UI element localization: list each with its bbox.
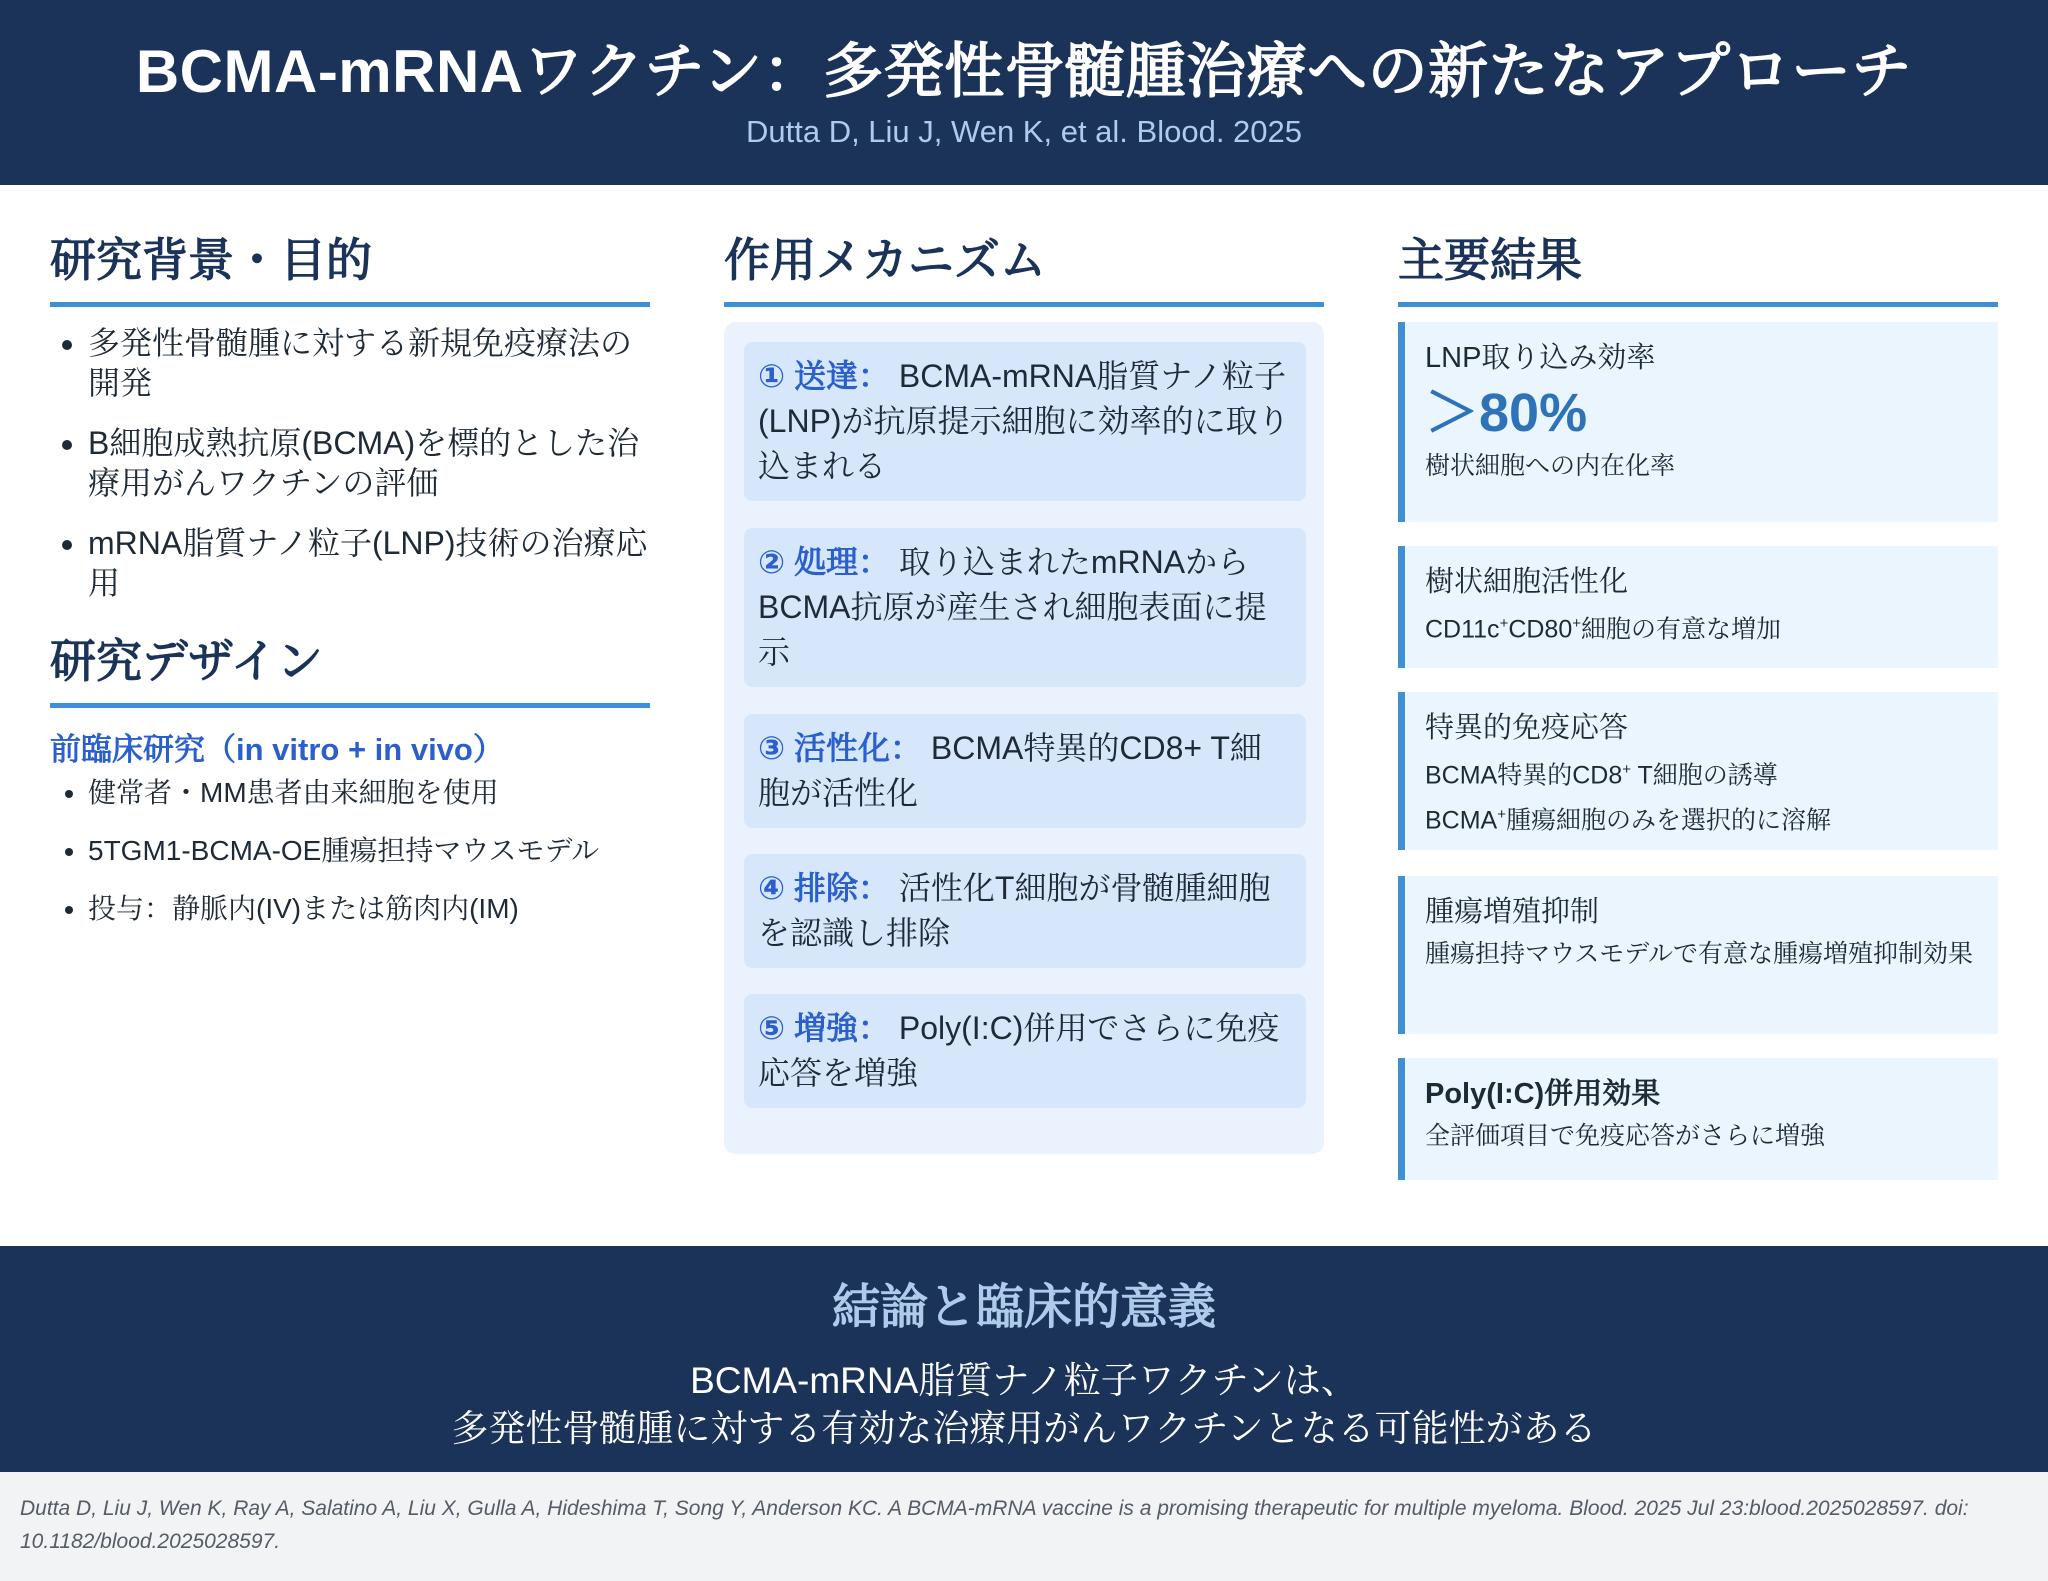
mechanism-step xyxy=(744,994,1306,1108)
right-column xyxy=(1398,230,1998,323)
list-item: • mRNA脂質ナノ粒子(LNP)技術の治療応用 xyxy=(88,523,650,603)
list-item: • 多発性骨髄腫に対する新規免疫療法の開発 xyxy=(88,323,650,403)
card-body: 全評価項目で免疫応答がさらに増強 xyxy=(1425,1122,1826,1150)
list-item: • 投与：静脈内(IV)または筋肉内(IM) xyxy=(88,891,650,927)
card-body: 腫瘍担持マウスモデルで有意な腫瘍増殖抑制効果 xyxy=(1425,940,1974,968)
card-title: 腫瘍増殖抑制 xyxy=(1425,896,1600,928)
step-text: 活性化T細胞が骨髄腫細胞を認識し排除 xyxy=(758,870,1271,951)
card-body: 樹状細胞への内在化率 xyxy=(1425,452,1676,480)
list-item: • 健常者・MM患者由来細胞を使用 xyxy=(88,775,650,811)
card-title: Poly(I:C)併用効果 xyxy=(1425,1078,1661,1110)
card-big-value: ＞80% xyxy=(1425,383,1588,443)
step-head: ② 処理： xyxy=(758,544,890,580)
card-body: CD11c+CD80+細胞の有意な増加 xyxy=(1425,615,1782,644)
citation: Dutta D, Liu J, Wen K, Ray A, Salatino A, Liu X, Gulla A, Hideshima T, Song Y, Anderson KC. A BCMA-mRNA vaccine is a promising therapeutic for multiple myeloma. Blood. 2025 Jul 23:blood.2025028597. doi: 10.1182/blood.2025028597. xyxy=(0,1472,2048,1581)
step-head: ⑤ 増強： xyxy=(758,1010,890,1046)
page-title: BCMA-mRNAワクチン：多発性骨髄腫治療への新たなアプローチ xyxy=(135,38,1913,105)
step-text: Poly(I:C)併用でさらに免疫応答を増強 xyxy=(758,1010,1280,1091)
background-title: 研究背景・目的 xyxy=(50,230,650,307)
left-column xyxy=(50,230,650,949)
design-subtitle: 前臨床研究（in vitro + in vivo） xyxy=(50,732,504,767)
page-subtitle: Dutta D, Liu J, Wen K, et al. Blood. 2025 xyxy=(745,114,1303,149)
mechanism-step xyxy=(744,714,1306,828)
background-list xyxy=(50,323,650,603)
step-text: BCMA-mRNA脂質ナノ粒子(LNP)が抗原提示細胞に効率的に取り込まれる xyxy=(758,358,1290,484)
step-head: ① 送達： xyxy=(758,358,890,394)
card-title: LNP取り込み効率 xyxy=(1425,342,1656,374)
conclusion-banner xyxy=(0,1246,2048,1472)
step-head: ④ 排除： xyxy=(758,870,890,906)
step-text: BCMA特異的CD8+ T細胞が活性化 xyxy=(758,730,1262,811)
card-title: 樹状細胞活性化 xyxy=(1425,566,1629,598)
design-list xyxy=(50,775,650,927)
mechanism-title: 作用メカニズム xyxy=(724,230,1324,307)
result-card-polyic xyxy=(1398,1058,1998,1180)
card-title: 特異的免疫応答 xyxy=(1425,712,1629,744)
mechanism-step xyxy=(744,854,1306,968)
mechanism-panel xyxy=(724,322,1324,1154)
conclusion-line: BCMA-mRNA脂質ナノ粒子ワクチンは、 xyxy=(690,1360,1358,1401)
result-card-dc-activation xyxy=(1398,546,1998,668)
mechanism-step xyxy=(744,342,1306,501)
list-item: • 5TGM1-BCMA-OE腫瘍担持マウスモデル xyxy=(88,833,650,869)
design-title: 研究デザイン xyxy=(50,631,650,708)
card-body: BCMA+腫瘍細胞のみを選択的に溶解 xyxy=(1425,806,1832,835)
step-head: ③ 活性化： xyxy=(758,730,922,766)
conclusion-line: 多発性骨髄腫に対する有効な治療用がんワクチンとなる可能性がある xyxy=(451,1408,1597,1449)
results-title: 主要結果 xyxy=(1398,230,1998,307)
result-card-tumor-suppression xyxy=(1398,876,1998,1034)
list-item: • B細胞成熟抗原(BCMA)を標的とした治療用がんワクチンの評価 xyxy=(88,423,650,503)
result-card-uptake xyxy=(1398,322,1998,522)
conclusion-title: 結論と臨床的意義 xyxy=(831,1281,1216,1334)
step-text: 取り込まれたmRNAからBCMA抗原が産生され細胞表面に提示 xyxy=(758,544,1267,670)
card-body: BCMA特異的CD8+ T細胞の誘導 xyxy=(1425,761,1778,790)
result-card-immune-response xyxy=(1398,692,1998,850)
header-banner xyxy=(0,0,2048,185)
mechanism-step xyxy=(744,528,1306,687)
middle-column xyxy=(724,230,1324,323)
